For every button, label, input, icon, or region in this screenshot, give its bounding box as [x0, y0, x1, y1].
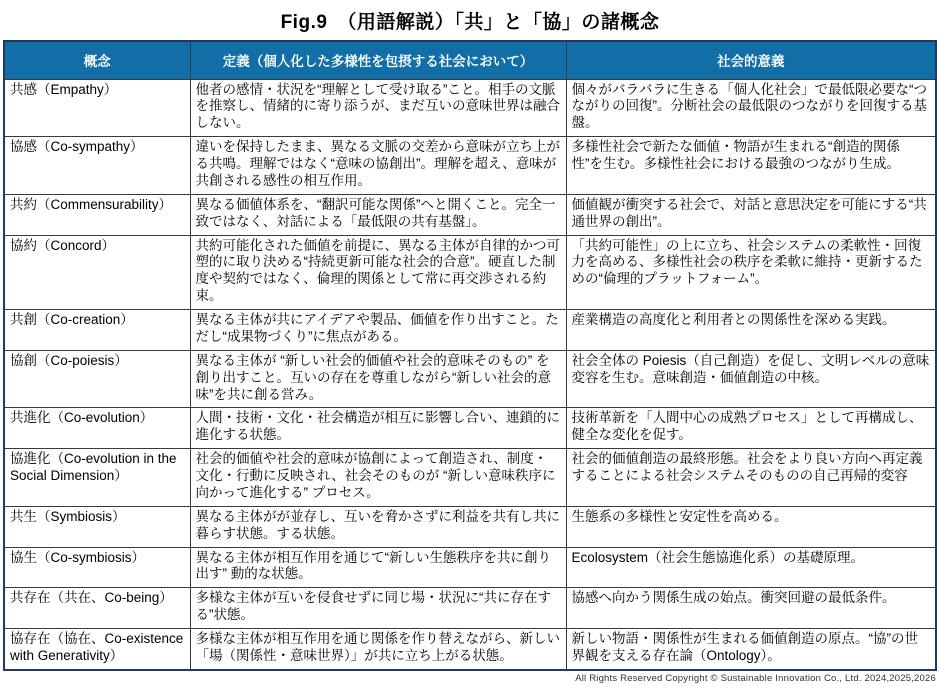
table-row [4, 547, 936, 588]
significance-cell: 個々がバラバラに生きる「個人化社会」で最低限必要な“つながりの回復”。分断社会の最低限のつながりを回復する基盤。 [566, 79, 936, 137]
definition-cell: 異なる価値体系を、“翻訳可能な関係”へと開くこと。完全一致ではなく、対話による「最低限の共有基盤」。 [190, 194, 566, 235]
significance-cell: 新しい物語・関係性が生まれる価値創造の原点。“協”の世界観を支える存在論（Ontology）。 [566, 629, 936, 670]
concept-cell: 協創（Co-poiesis） [4, 350, 190, 408]
concept-cell: 共進化（Co-evolution） [4, 408, 190, 449]
concept-cell: 協感（Co-sympathy） [4, 137, 190, 195]
significance-cell: 価値観が衝突する社会で、対話と意思決定を可能にする“共通世界の創出”。 [566, 194, 936, 235]
concept-cell: 協生（Co-symbiosis） [4, 547, 190, 588]
table-row [4, 310, 936, 351]
definition-cell: 人間・技術・文化・社会構造が相互に影響し合い、連鎖的に進化する状態。 [190, 408, 566, 449]
significance-cell: 産業構造の高度化と利用者との関係性を深める実践。 [566, 310, 936, 351]
table-row [4, 79, 936, 137]
significance-cell: 社会全体の Poiesis（自己創造）を促し、文明レベルの意味変容を生む。意味創造・価値創造の中核。 [566, 350, 936, 408]
definition-cell: 異なる主体が相互作用を通じて“新しい生態秩序を共に創り出す” 動的な状態。 [190, 547, 566, 588]
table-row [4, 588, 936, 629]
definition-cell: 社会的価値や社会的意味が協創によって創造され、制度・文化・行動に反映され、社会そのものが “新しい意味秩序に向かって進化する” プロセス。 [190, 449, 566, 507]
definition-cell: 多様な主体が互いを侵食せずに同じ場・状況に“共に存在する”状態。 [190, 588, 566, 629]
definition-cell: 異なる主体がが並存し、互いを脅かさずに利益を共有し共に暮らす状態。する状態。 [190, 506, 566, 547]
header-row [4, 41, 936, 79]
table-row [4, 449, 936, 507]
table-row [4, 629, 936, 670]
concept-cell: 共創（Co-creation） [4, 310, 190, 351]
significance-cell: 「共約可能性」の上に立ち、社会システムの柔軟性・回復力を高める、多様性社会の秩序を柔軟に維持・更新するための“倫理的プラットフォーム”。 [566, 235, 936, 310]
table-row [4, 350, 936, 408]
significance-cell: 多様性社会で新たな価値・物語が生まれる“創造的関係性”を生む。多様性社会における最強のつながり生成。 [566, 137, 936, 195]
table-row [4, 194, 936, 235]
figure-title: Fig.9 （用語解説）「共」と「協」の諸概念 [280, 12, 660, 33]
copyright-notice: All Rights Reserved Copyright © Sustainable Innovation Co., Ltd. 2024,2025,2026 [575, 672, 936, 684]
definition-cell: 共約可能化された価値を前提に、異なる主体が自律的かつ可塑的に取り決める“持続更新可能な社会的合意”。硬直した制度や契約ではなく、倫理的関係として常に再交渉される約束。 [190, 235, 566, 310]
concept-cell: 共生（Symbiosis） [4, 506, 190, 547]
concept-cell: 共感（Empathy） [4, 79, 190, 137]
concept-cell: 共約（Commensurability） [4, 194, 190, 235]
definition-cell: 異なる主体が共にアイデアや製品、価値を作り出すこと。ただし“成果物づくり”に焦点がある。 [190, 310, 566, 351]
significance-cell: 技術革新を「人間中心の成熟プロセス」として再構成し、健全な変化を促す。 [566, 408, 936, 449]
significance-cell: 協感へ向かう関係生成の始点。衝突回避の最低条件。 [566, 588, 936, 629]
table-body [4, 79, 936, 670]
concept-cell: 協約（Concord） [4, 235, 190, 310]
table-row [4, 506, 936, 547]
header-definition: 定義（個人化した多様性を包摂する社会において） [190, 41, 566, 79]
significance-cell: Ecolosystem（社会生態協進化系）の基礎原理。 [566, 547, 936, 588]
significance-cell: 生態系の多様性と安定性を高める。 [566, 506, 936, 547]
concept-cell: 協進化（Co-evolution in the Social Dimension） [4, 449, 190, 507]
definition-cell: 他者の感情・状況を“理解として受け取る”こと。相手の文脈を推察し、情緒的に寄り添うが、まだ互いの意味世界は融合しない。 [190, 79, 566, 137]
header-significance: 社会的意義 [566, 41, 936, 79]
table-header [4, 41, 936, 79]
table-row [4, 408, 936, 449]
concept-cell: 協存在（協在、Co-existence with Generativity） [4, 629, 190, 670]
significance-cell: 社会的価値創造の最終形態。社会をより良い方向へ再定義することによる社会システムそのものの自己再帰的変容 [566, 449, 936, 507]
glossary-table [3, 40, 937, 671]
table-row [4, 235, 936, 310]
definition-cell: 多様な主体が相互作用を通じ関係を作り替えながら、新しい「場（関係性・意味世界）」が共に立ち上がる状態。 [190, 629, 566, 670]
table-row [4, 137, 936, 195]
header-concept: 概念 [4, 41, 190, 79]
definition-cell: 異なる主体が “新しい社会的価値や社会的意味そのもの” を創り出すこと。互いの存在を尊重しながら“新しい社会的意味”を共に創る営み。 [190, 350, 566, 408]
definition-cell: 違いを保持したまま、異なる文脈の交差から意味が立ち上がる共鳴。理解ではなく“意味の協創出”。理解を超え、意味が共創される感性の相互作用。 [190, 137, 566, 195]
concept-cell: 共存在（共在、Co-being） [4, 588, 190, 629]
